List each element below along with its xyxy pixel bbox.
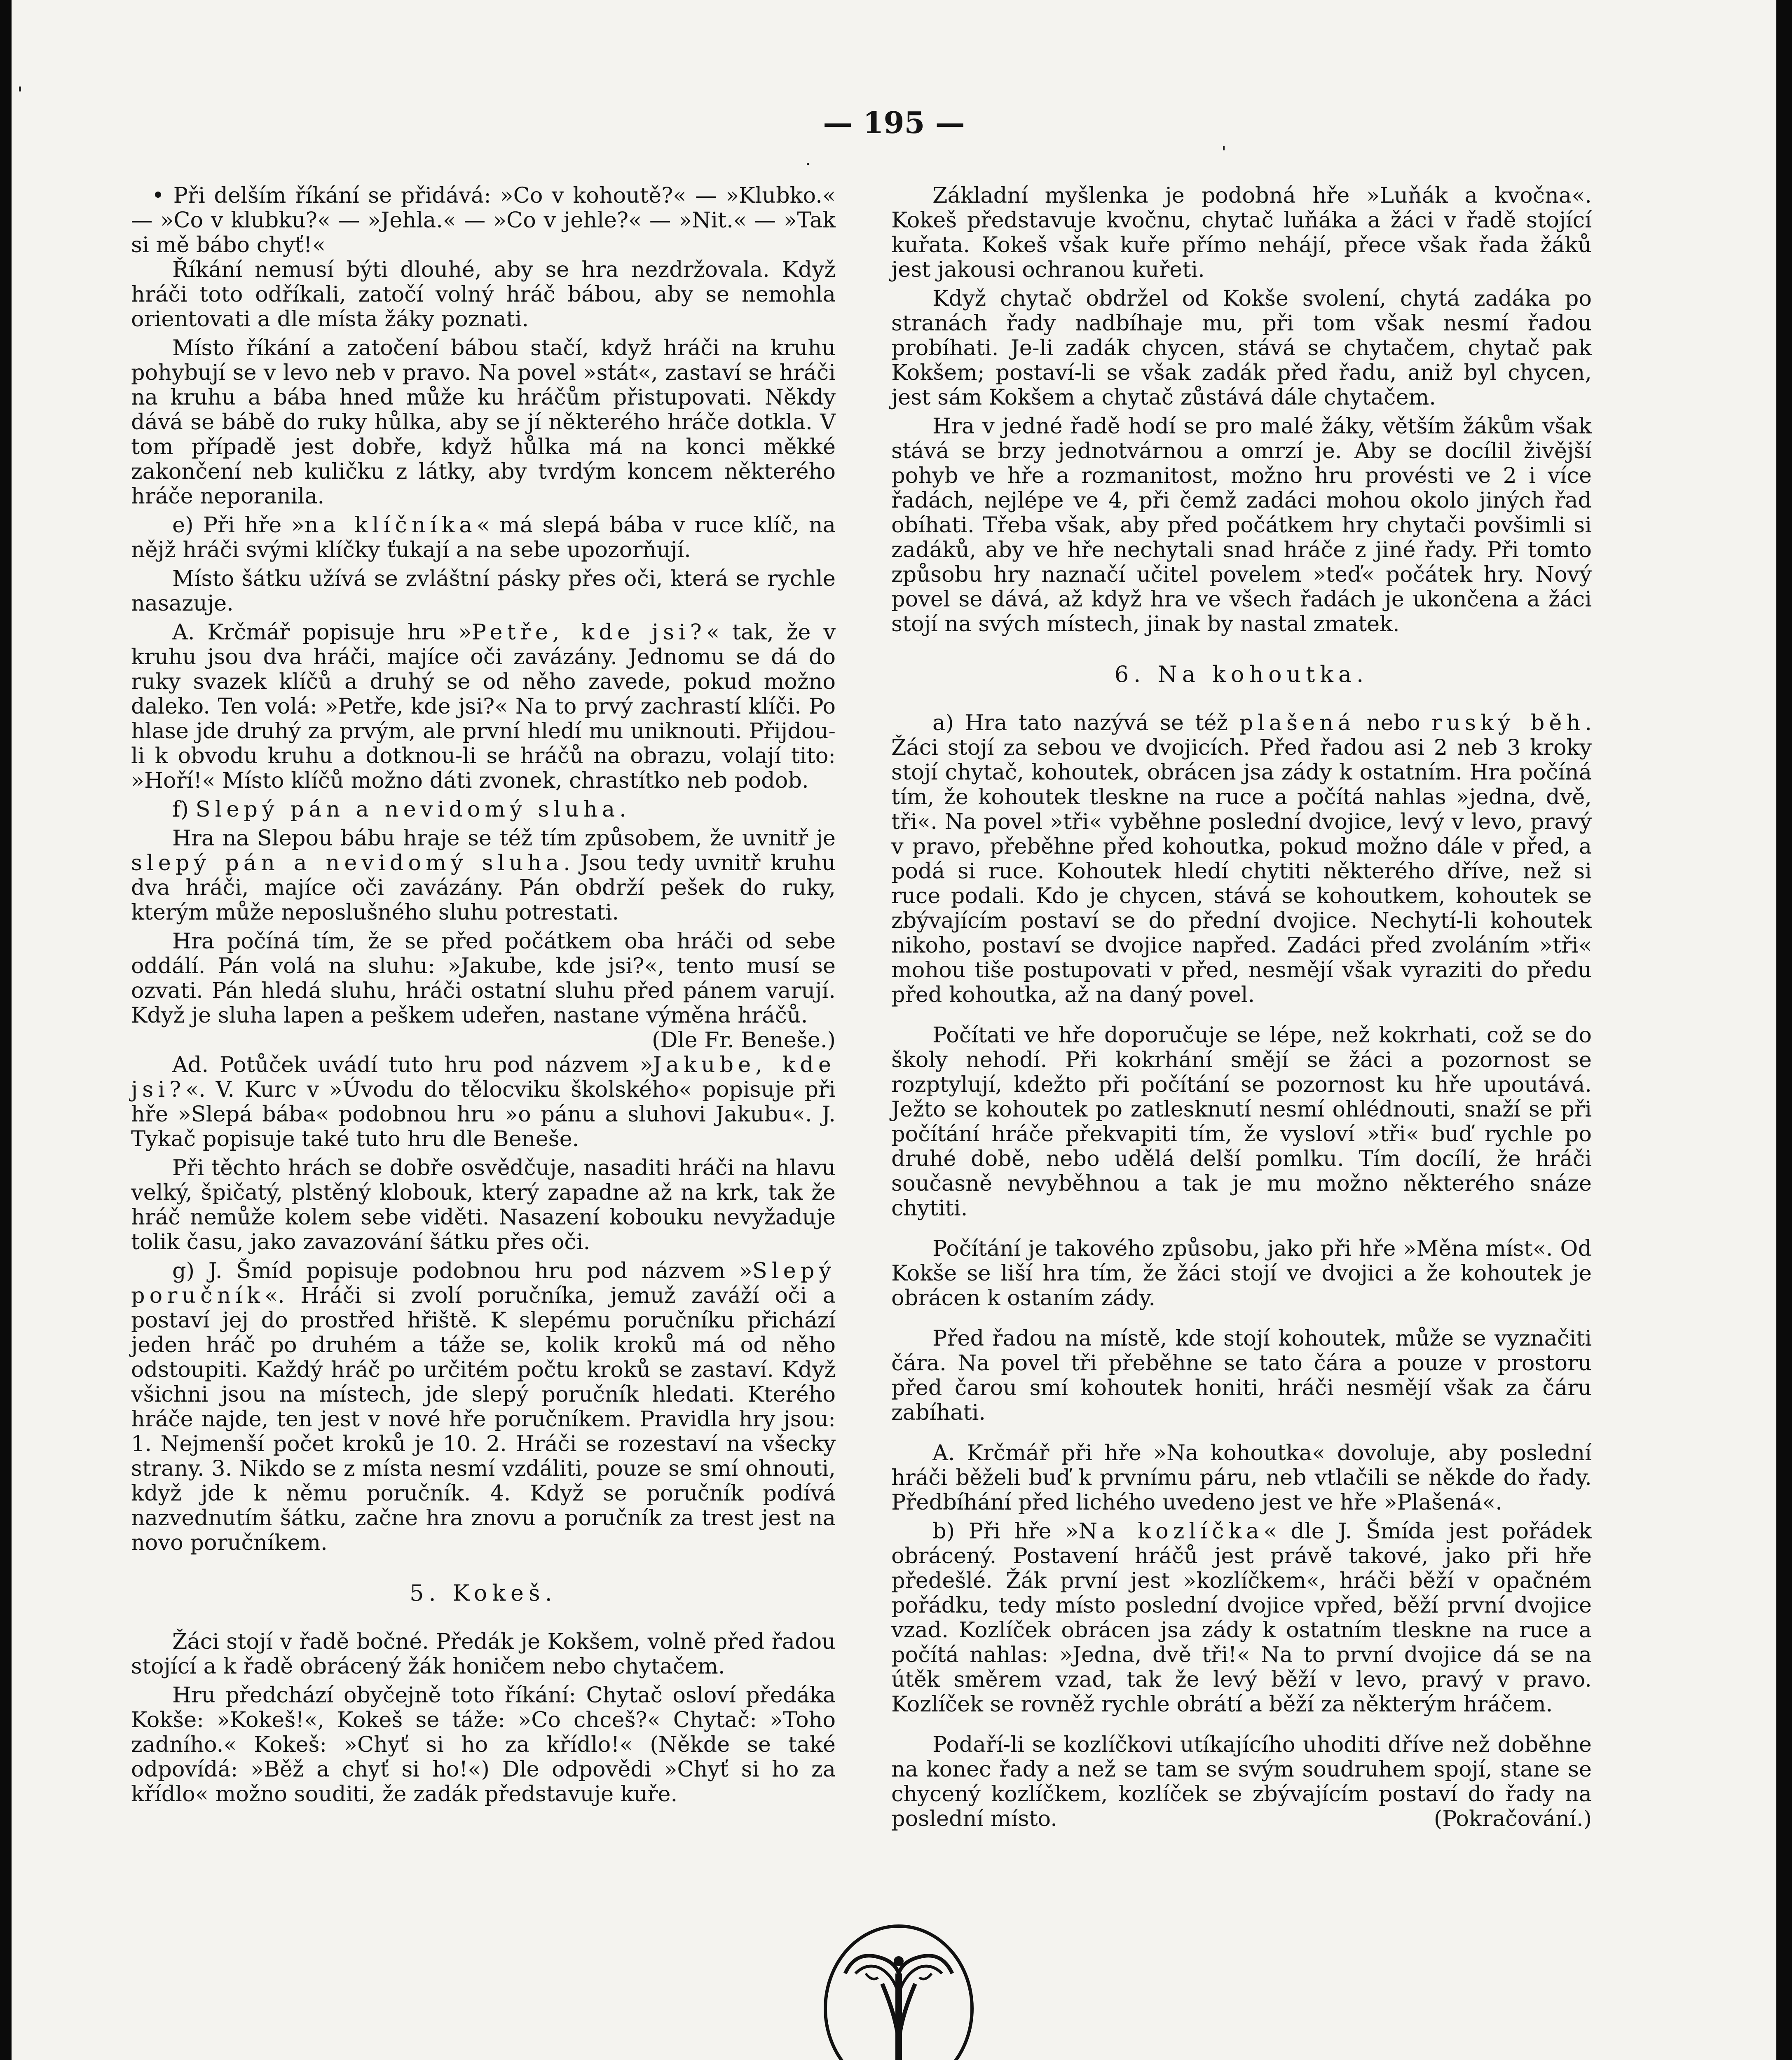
source-note: (Dle Fr. Beneše.) [652,1028,836,1053]
paragraph: A. Krčmář při hře »Na kohoutka« dovoluje, aby poslední hráči běželi buď k prvnímu páru, neb vtlačili se někde do řady. Předbíhání před lichého uvedeno jest ve hře »Plašená«. [891,1440,1592,1515]
paragraph: g) J. Šmíd popisuje podobnou hru pod názvem »Slepý poručník«. Hráči si zvolí poručníka, jemuž zaváží oči a postaví jej do prostřed hřiště. K slepému poručníku přichází jeden hráč po druhém a táže se, kolik kroků má od něho odstoupiti. Každý hráč po určitém počtu kroků se zastaví. Když všichni jsou na místech, jde slepý poručník hledati. Kterého hráče najde, ten jest v nové hře poručníkem. Pravidla hry jsou: 1. Nejmenší počet kroků je 10. 2. Hráči se rozestaví na všecky strany. 3. Nikdo se z místa nesmí vzdáliti, pouze se smí ohnouti, když jde k němu poručník. 4. Když se poručník podívá nazvednutím šátku, začne hra znovu a poručník za trest jest na novo poručníkem. [131,1258,836,1555]
paragraph: Místo říkání a zatočení bábou stačí, když hráči na kruhu pohybují se v levo neb v pravo. Na povel »stát«, zastaví se hráči na kruhu a bába hned může ku hráčům přistupovati. Někdy dává se bábě do ruky hůlka, aby se jí některého hráče dotkla. V tom případě jest dobře, když hůlka má na konci měkké zakončení neb kuličku z látky, aby tvrdým koncem některého hráče neporanila. [131,335,836,509]
term: na klíčníka [304,513,477,538]
term: Petře, kde jsi? [471,620,706,645]
paragraph: a) Hra tato nazývá se též plašená nebo ruský běh. Žáci stojí za sebou ve dvojicích. Před řadou asi 2 neb 3 kroky stojí chytač, kohoutek, obrácen jsa zády k ostatním. Hra počíná tím, že kohoutek tleskne na ruce a počítá nahlas »jedna, dvě, tři«. Na povel »tři« vyběhne poslední dvojice, levý v levo, pravý v pravo, přeběhne před kohoutka, pokud možno dále v před, a podá si ruce. Kohoutek hledí chytiti některého dříve, než si ruce podali. Kdo je chycen, stává se kohoutkem, kohoutek se zbývajícím postaví se do přední dvojice. Nechytí-li kohoutek nikoho, postaví se dvojice napřed. Zadáci před zvoláním »tři« mohou tiše postupovati v před, nesmějí však vyraziti do předu před kohoutka, až na daný povel. [891,710,1592,1007]
paragraph: Hru předchází obyčejně toto říkání: Chytač osloví předáka Kokše: »Kokeš!«, Kokeš se táže: »Co chceš?« Chytač: »Toho zadního.« Kokeš: »Chyť si ho za křídlo!« (Někde se také odpovídá: »Běž a chyť si ho!«) Dle odpovědi »Chyť si ho za křídlo« možno souditi, že zadák představuje kuře. [131,1683,836,1807]
paragraph: Žáci stojí v řadě bočné. Předák je Kokšem, volně před řadou stojící a k řadě obrácený žák honičem nebo chytačem. [131,1629,836,1679]
section-heading: 6. Na kohoutka. [1114,661,1369,687]
right-column [891,183,1592,1831]
paragraph: Počítati ve hře doporučuje se lépe, než kokrhati, což se do školy nehodí. Při kokrhání smějí se žáci a pozornost se rozptylují, kdežto při počítání se pozornost ku hře upoutává. Ježto se kohoutek po zatlesknutí nesmí ohlédnouti, snaží se při počítání hráče překvapiti tím, že vysloví »tři« buď rychle po druhé době, nebo udělá delší pomlku. Tím docílí, že hráči současně nevyběhnou a tak je mu možno některého snáze chytiti. [891,1023,1592,1221]
section-heading: 5. Kokeš. [410,1580,557,1606]
paragraph: Při těchto hrách se dobře osvědčuje, nasaditi hráči na hlavu velký, špičatý, plstěný klobouk, který zapadne až na krk, tak že hráč nemůže kolem sebe viděti. Nasazení kobouku nevyžaduje tolik času, jako zavazování šátku přes oči. [131,1155,836,1255]
paragraph: Podaří-li se kozlíčkovi utíkajícího uhoditi dříve než doběhne na konec řady a než se tam se svým soudruhem spojí, stane se chycený kozlíčkem, kozlíček se zbývajícím postaví do řady na poslední místo. (Pokračování.) [891,1732,1592,1831]
paragraph: e) Při hře »na klíčníka« má slepá bába v ruce klíč, na nějž hráči svými klíčky ťukají a na sebe upozorňují. [131,513,836,562]
paragraph: b) Při hře »Na kozlíčka« dle J. Šmída jest pořádek obrácený. Postavení hráčů jest právě takové, jako při hře předešlé. Žák první jest »kozlíčkem«, hráči běží v opačném pořádku, tedy místo poslední dvojice vpřed, běží první dvojice vzad. Kozlíček obrácen jsa zády k ostatním tleskne na ruce a počítá nahlas: »Jedna, dvě tři!« Na to první dvojice dá se na útěk směrem vzad, tak že levý běží v levo, pravý v pravo. Kozlíček se rovněž rychle obrátí a běží za některým hráčem. [891,1519,1592,1717]
paragraph: Ad. Potůček uvádí tuto hru pod názvem »Jakube, kde jsi?«. V. Kurc v »Úvodu do tělocviku školského« popisuje při hře »Slepá bába« podobnou hru »o pánu a sluhovi Jakubu«. J. Tykač popisuje také tuto hru dle Beneše. [131,1052,836,1152]
paragraph: Základní myšlenka je podobná hře »Luňák a kvočna«. Kokeš představuje kvočnu, chytač luňáka a žáci v řadě stojící kuřata. Kokeš však kuře přímo nehájí, přece však řada žáků jest jakousi ochranou kuřeti. [891,183,1592,282]
term: slepý pán a nevidomý sluha [131,850,564,876]
paragraph: Počítání je takového způsobu, jako při hře »Měna míst«. Od Kokše se liší hra tím, že žáci stojí ve dvojici a že kohoutek je obrácen k ostaním zády. [891,1236,1592,1311]
paragraph: Když chytač obdržel od Kokše svolení, chytá zadáka po stranách řady nadbíhaje mu, při tom však nesmí řadou probíhati. Je-li zadák chycen, stává se chytačem, chytač pak Kokšem; postaví-li se však zadák před řadu, aniž byl chycen, jest sám Kokšem a chytač zůstává dále chytačem. [891,286,1592,410]
left-column [131,183,836,1807]
paragraph: Hra na Slepou bábu hraje se též tím způsobem, že uvnitř je slepý pán a nevidomý sluha. Jsou tedy uvnitř kruhu dva hráči, majíce oči zavázány. Pán obdrží pešek do ruky, kterým může neposlušného sluhu potrestati. [131,826,836,925]
paragraph: Místo šátku užívá se zvláštní pásky přes oči, která se rychle nasazuje. [131,566,836,616]
term: Na kozlíčka [1078,1519,1264,1544]
paragraph: Hra počíná tím, že se před počátkem oba hráči od sebe oddálí. Pán volá na sluhu: »Jakube, kde jsi?«, tento musí se ozvati. Pán hledá sluhu, hráči ostatní sluhu před pánem varují. Když je sluha lapen a peškem udeřen, nastane výměna hráčů. (Dle Fr. Beneše.) [131,929,836,1053]
ornament-emblem-icon [816,1912,981,2060]
subsection-title: f) Slepý pán a nevidomý sluha. [172,797,631,822]
term: Slepý poručník [131,1258,836,1308]
page [12,0,1776,2060]
paragraph: • Při delším říkání se přidává: »Co v kohoutě?« — »Klubko.« — »Co v klubku?« — »Jehla.« — »Co v jehle?« — »Nit.« — »Tak si mě bábo chyť!« [131,183,836,258]
term: Jakube, kde jsi? [131,1052,836,1102]
continuation-note: (Pokračování.) [1434,1806,1592,1831]
paragraph: Hra v jedné řadě hodí se pro malé žáky, větším žákům však stává se brzy jednotvárnou a omrzí je. Aby se docílil živější pohyb ve hře a rozmanitost, možno hru provésti ve 2 i více řadách, nejlépe ve 4, při čemž zadáci mohou okolo jiných řad obíhati. Třeba však, aby před počátkem hry chytači povšimli si zadáků, aby ve hře nechytali snad hráče z jiné řady. Při tomto způsobu hry naznačí učitel povelem »teď« počátek hry. Nový povel se dává, až když hra ve všech řadách je ukončena a žáci stojí na svých místech, jinak by nastal zmatek. [891,414,1592,637]
paragraph: Říkání nemusí býti dlouhé, aby se hra nezdržovala. Když hráči toto odříkali, zatočí volný hráč bábou, aby se nemohla orientovati a dle místa žáky poznati. [131,257,836,332]
term: plašená [1239,710,1356,735]
page-number: — 195 — [823,105,965,140]
paragraph: A. Krčmář popisuje hru »Petře, kde jsi?« tak, že v kruhu jsou dva hráči, majíce oči zavázány. Jednomu se dá do ruky svazek klíčů a druhý se od něho zavede, pokud možno daleko. Ten volá: »Petře, kde jsi?« Na to prvý zachrastí klíči. Po hlase jde druhý za prvým, ale první hledí mu uniknouti. Přijdou-li k obvodu kruhu a dotknou-li se hráčů na obrazu, volají tito: »Hoří!« Místo klíčů možno dáti zvonek, chrastítko neb podob. [131,620,836,793]
term: ruský běh [1431,710,1585,735]
paragraph: Před řadou na místě, kde stojí kohoutek, může se vyznačiti čára. Na povel tři přeběhne se tato čára a pouze v prostoru před čarou smí kohoutek honiti, hráči nesmějí však za čáru zabíhati. [891,1326,1592,1425]
